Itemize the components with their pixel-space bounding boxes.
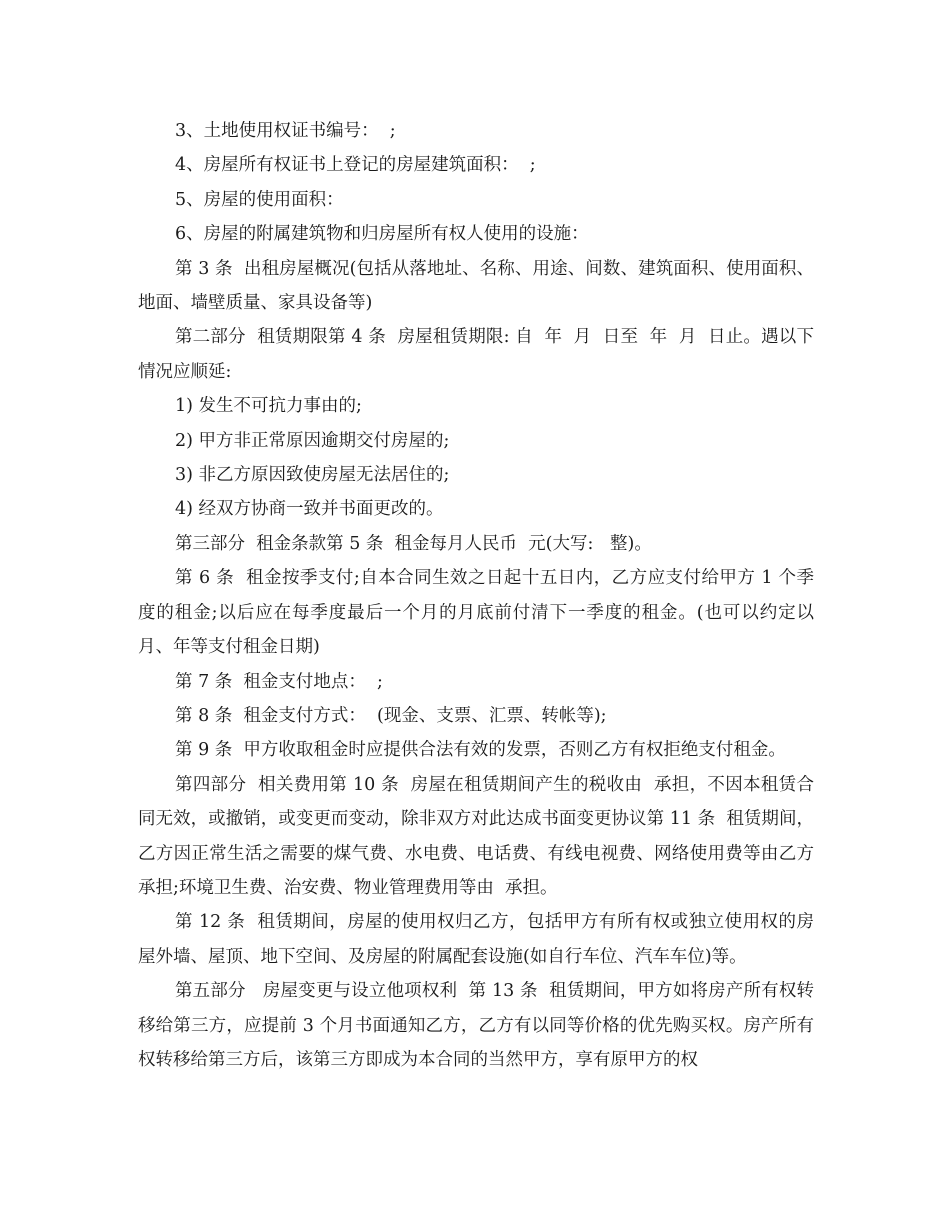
list-item-2: 2) 甲方非正常原因逾期交付房屋的; <box>175 430 450 451</box>
paragraph-article-5: 第三部分 租金条款第 5 条 租金每月人民币 元(大写: 整)。 <box>175 533 652 554</box>
paragraph-article-7: 第 7 条 租金支付地点： ; <box>175 671 383 692</box>
paragraph-land-certificate: 3、土地使用权证书编号： ; <box>175 121 396 141</box>
document-body <box>138 114 814 1077</box>
paragraph-building-area: 4、房屋所有权证书上登记的房屋建筑面积： ; <box>175 155 536 176</box>
paragraph-usable-area: 5、房屋的使用面积： <box>175 189 344 210</box>
list-item-1: 1) 发生不可抗力事由的; <box>175 396 362 417</box>
paragraph-article-10-11: 第四部分 相关费用第 10 条 房屋在租赁期间产生的税收由 承担，不因本租赁合同无效，或撤销，或变更而变动，除非双方对此达成书面变更协议第 11 条 租赁期间，乙方因正常生活之需要的煤气费、水电费、电话费、有线电视费、网络使用费等由乙方承担;环境卫生费、治安费、物业管理费用等由 承担。 <box>138 774 814 898</box>
list-item-4: 4) 经双方协商一致并书面更改的。 <box>175 499 444 520</box>
paragraph-article-9: 第 9 条 甲方收取租金时应提供合法有效的发票，否则乙方有权拒绝支付租金。 <box>175 740 786 761</box>
list-item-3: 3) 非乙方原因致使房屋无法居住的; <box>175 465 450 486</box>
paragraph-article-3: 第 3 条 出租房屋概况(包括从落地址、名称、用途、间数、建筑面积、使用面积、地面、墙壁质量、家具设备等) <box>138 258 814 314</box>
paragraph-article-12: 第 12 条 租赁期间，房屋的使用权归乙方，包括甲方有所有权或独立使用权的房屋外墙、屋顶、地下空间、及房屋的附属配套设施(如自行车位、汽车车位)等。 <box>138 912 814 967</box>
paragraph-facilities: 6、房屋的附属建筑物和归房屋所有权人使用的设施： <box>175 224 589 245</box>
paragraph-article-13: 第五部分 房屋变更与设立他项权利 第 13 条 租赁期间，甲方如将房产所有权转移给第三方，应提前 3 个月书面通知乙方，乙方有以同等价格的优先购买权。房产所有权转移给第三方后，该第三方即成为本合同的当然甲方，享有原甲方的权 <box>138 981 814 1070</box>
paragraph-article-4: 第二部分 租赁期限第 4 条 房屋租赁期限: 自 年 月 日至 年 月 日止。遇以下情况应顺延: <box>138 327 814 382</box>
paragraph-article-8: 第 8 条 租金支付方式： (现金、支票、汇票、转帐等); <box>175 705 607 726</box>
paragraph-article-6: 第 6 条 租金按季支付;自本合同生效之日起十五日内，乙方应支付给甲方 1 个季度的租金;以后应在每季度最后一个月的月底前付清下一季度的租金。(也可以约定以月、年等支付租金日期) <box>138 568 814 658</box>
